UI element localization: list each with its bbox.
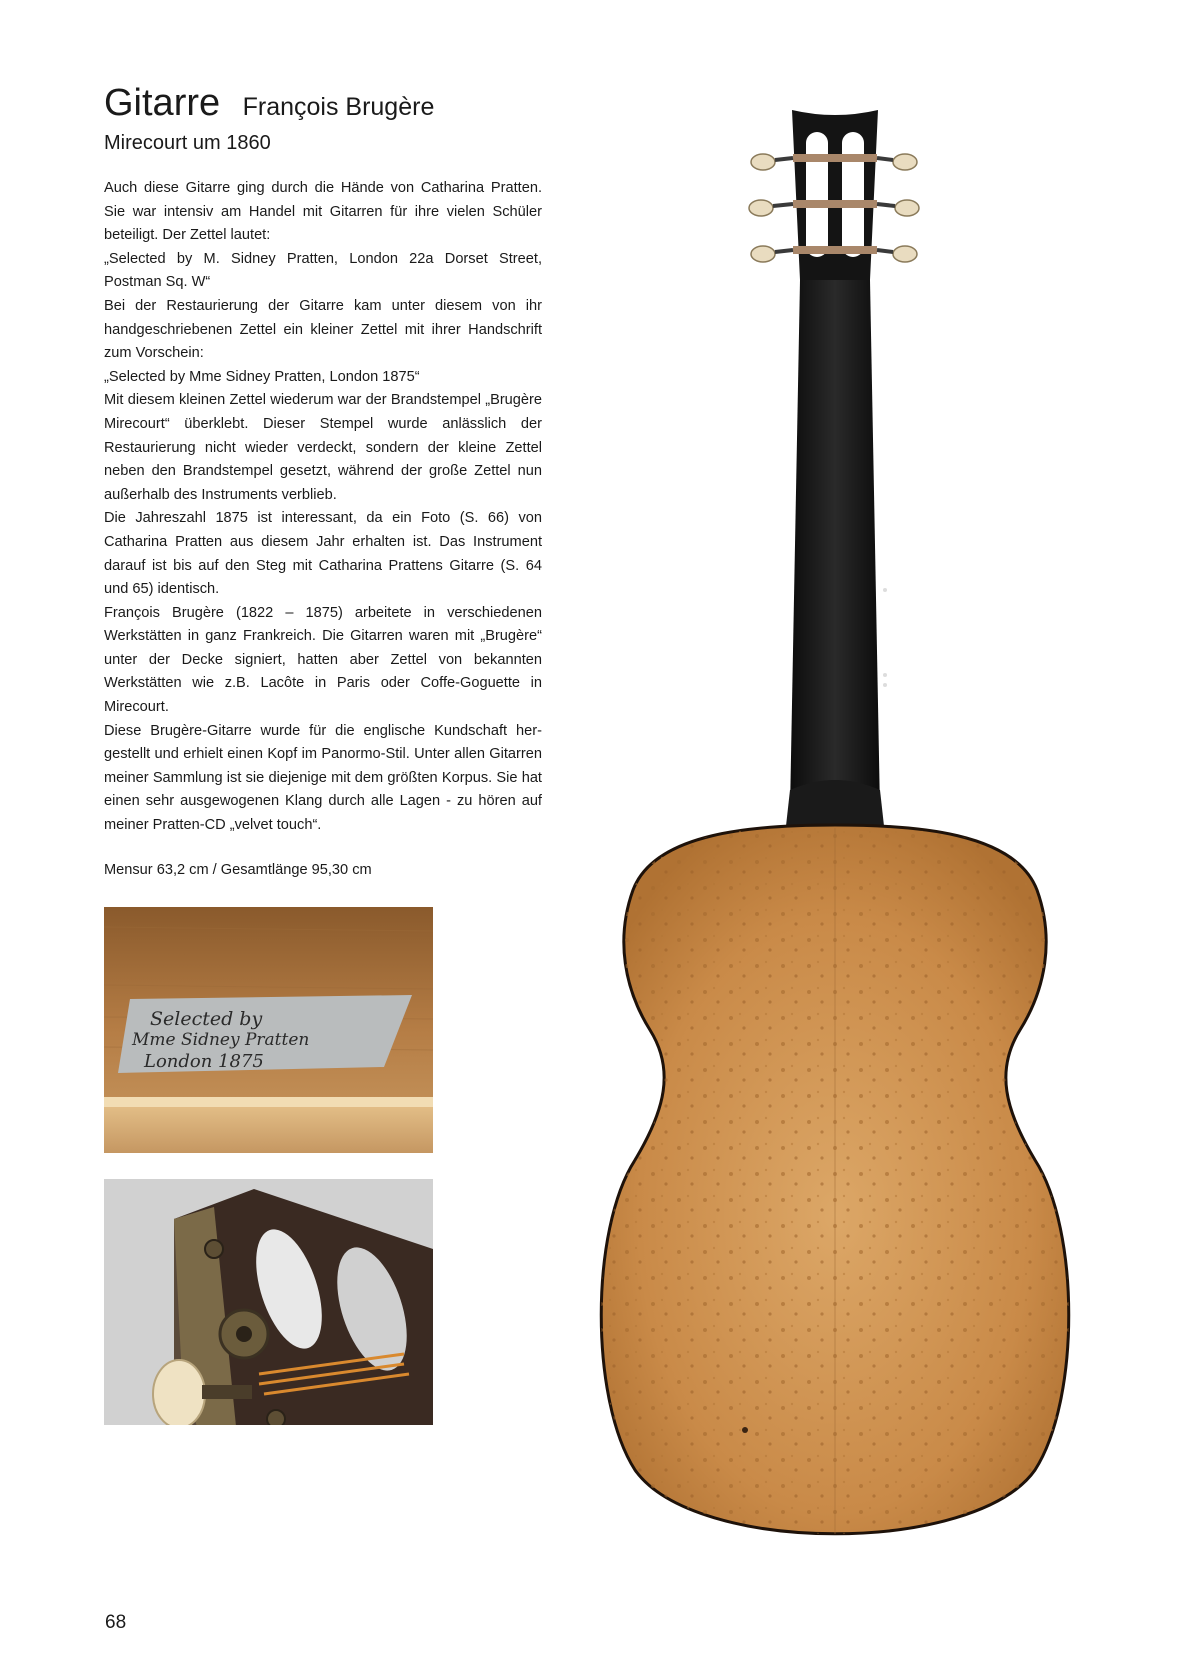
body-text	[104, 177, 542, 838]
label-handwriting: Selected by	[150, 1008, 263, 1030]
paragraph: Mit diesem kleinen Zettel wiederum war der Brandstempel „Brugère Mirecourt“ überklebt. Dieser Stempel wurde anlässlich der Restaurierung nicht wieder verdeckt, sondern der kleine Zettel neben den Brandstempel gesetzt, während der große Zettel nun außerhalb des Instruments verblieb.	[104, 392, 542, 503]
measurement-line: Mensur 63,2 cm / Gesamtlänge 95,30 cm	[104, 862, 372, 878]
paragraph: Diese Brugère-Gitarre wurde für die englische Kundschaft hergestellt und erhielt einen Kopf im Panormo-Stil. Unter allen Gitarren meiner Sammlung ist sie diejenige mit dem größten Korpus. Sie hat einen sehr ausgewogenen Klang durch alle Lagen - zu hören auf meiner Pratten-CD „velvet touch“.	[104, 722, 542, 834]
label-handwriting: London 1875	[144, 1051, 264, 1072]
paragraph: Bei der Restaurierung der Gitarre kam unter diesem von ihr handgeschriebenen Zettel ein kleiner Zettel mit ihrer Handschrift zum Vorschein:	[104, 297, 542, 362]
label-handwriting: Mme Sidney Pratten	[132, 1030, 310, 1050]
paragraph: „Selected by Mme Sidney Pratten, London 1875“	[104, 368, 420, 385]
paragraph: „Selected by M. Sidney Pratten, London 22a Dorset Street, Postman Sq. W“	[104, 250, 542, 291]
guitar-back-photo	[595, 100, 1115, 1570]
paragraph: Auch diese Gitarre ging durch die Hände von Catharina Pratten. Sie war intensiv am Handel mit Gitarren für ihre vielen Schüler beteiligt. Der Zettel lautet:	[104, 180, 542, 244]
paragraph: Die Jahreszahl 1875 ist interessant, da ein Foto (S. 66) von Catharina Pratten aus diesem Jahr erhalten ist. Das Instrument darauf ist bis auf den Steg mit Catharina Prattens Gitarre (S. 64 und 65) identisch.	[104, 510, 542, 598]
origin-subtitle: Mirecourt um 1860	[104, 132, 271, 154]
title-row	[104, 84, 434, 122]
label-photo	[104, 907, 433, 1153]
headstock-photo	[104, 1179, 433, 1425]
maker-name: François Brugère	[242, 93, 435, 121]
page-title: Gitarre	[104, 82, 221, 124]
paragraph: François Brugère (1822 – 1875) arbeitete in verschiedenen Werkstätten in ganz Frankreich. Die Gitarren waren mit „Brugère“ unter der Decke signiert, hatten aber Zettel von bekannten Werkstätten wie z.B. Lacôte in Paris oder Coffe-Goguette in Mirecourt.	[104, 604, 542, 716]
page-number: 68	[105, 1612, 127, 1633]
